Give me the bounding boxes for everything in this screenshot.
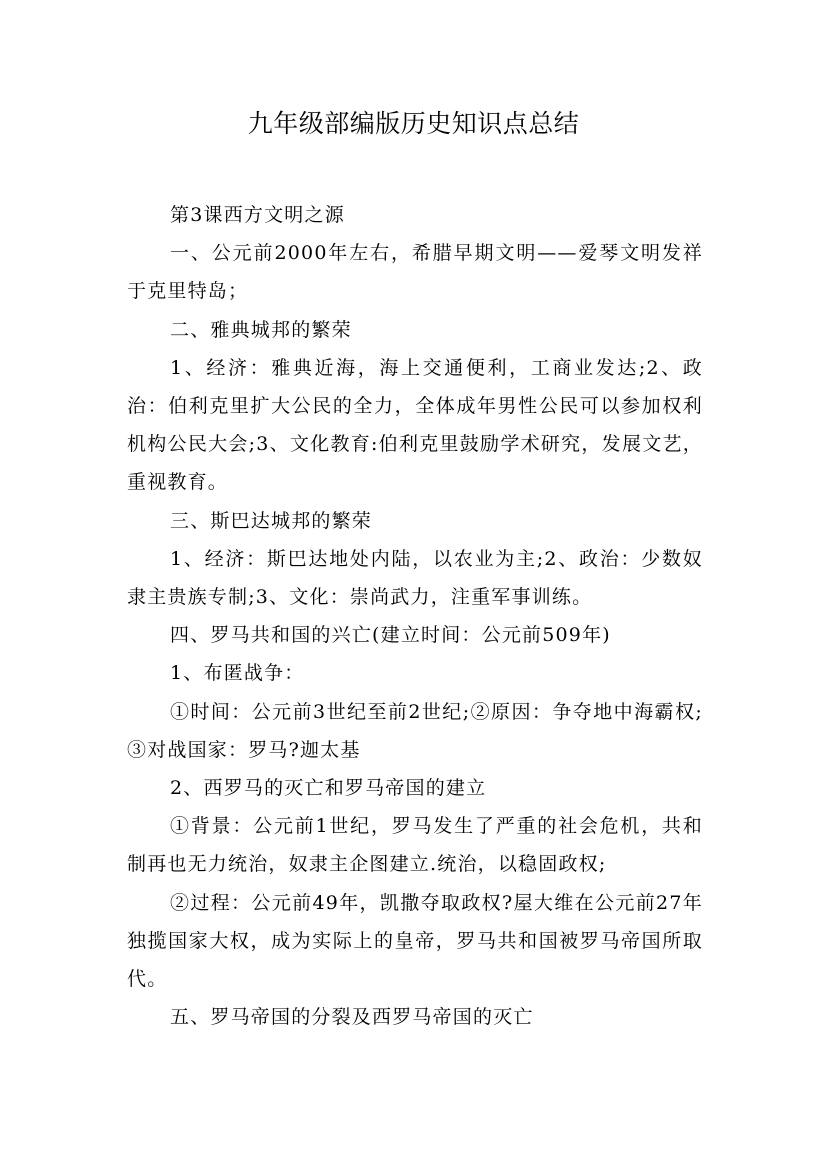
paragraph: ①时间：公元前3世纪至前2世纪;②原因：争夺地中海霸权;③对战国家：罗马?迦太基 — [127, 700, 703, 761]
section-heading: 二、雅典城邦的繁荣 — [170, 318, 352, 341]
subsection-heading: 1、布匿战争： — [170, 662, 305, 685]
section-heading: 五、罗马帝国的分裂及西罗马帝国的灭亡 — [170, 1006, 534, 1029]
paragraph: 1、经济：斯巴达地处内陆，以农业为主;2、政治：少数奴隶主贵族专制;3、文化：崇尚武力，注重军事训练。 — [127, 547, 703, 609]
section-heading: 四、罗马共和国的兴亡(建立时间：公元前509年) — [170, 624, 611, 647]
paragraph: 一、公元前2000年左右，希腊早期文明——爱琴文明发祥于克里特岛； — [127, 242, 703, 303]
document-body — [127, 196, 703, 1036]
paragraph-lesson-heading: 第3课西方文明之源 — [170, 204, 345, 226]
paragraph: 1、经济：雅典近海，海上交通便利，工商业发达;2、政治：伯利克里扩大公民的全力，全体成年男性公民可以参加权利机构公民大会;3、文化教育:伯利克里鼓励学术研究，发展文艺，重视教育。 — [127, 356, 703, 494]
paragraph: ①背景：公元前1世纪，罗马发生了严重的社会危机，共和制再也无力统治，奴隶主企图建立.统治，以稳固政权; — [127, 815, 703, 876]
section-heading: 三、斯巴达城邦的繁荣 — [170, 509, 373, 532]
subsection-heading: 2、西罗马的灭亡和罗马帝国的建立 — [170, 777, 487, 800]
paragraph: ②过程：公元前49年，凯撒夺取政权?屋大维在公元前27年独揽国家大权，成为实际上的皇帝，罗马共和国被罗马帝国所取代。 — [127, 891, 703, 991]
document-title: 九年级部编版历史知识点总结 — [247, 109, 580, 138]
